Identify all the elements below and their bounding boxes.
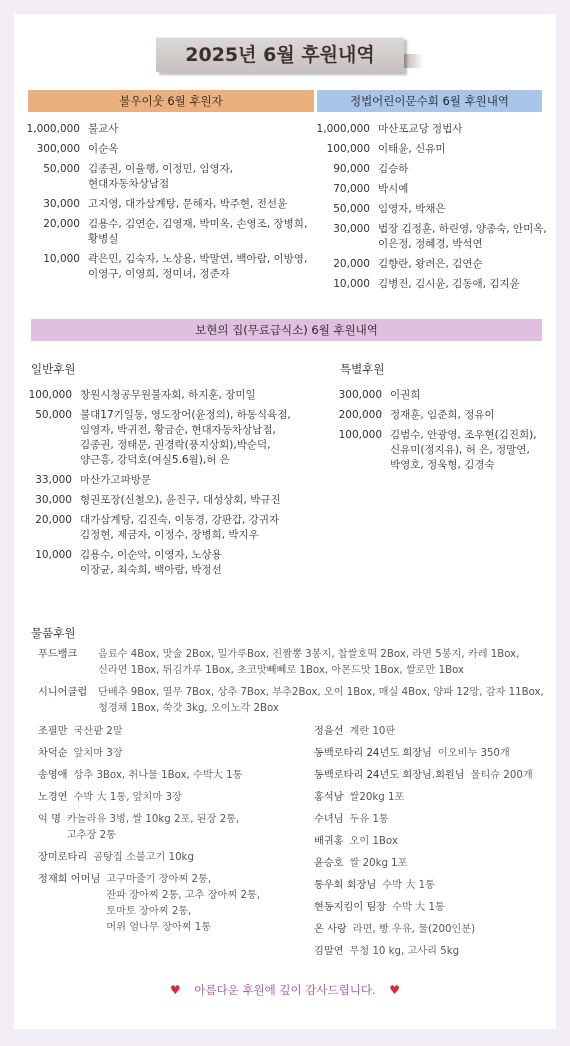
donor-names-line: 마산가고파방문 (80, 474, 152, 486)
donor-row (22, 142, 312, 157)
goods-items (344, 790, 405, 806)
donor-names (80, 142, 118, 157)
donor-names (80, 197, 287, 212)
goods-wide-list (38, 647, 553, 723)
donation-amount: 30,000 (43, 198, 80, 210)
donor-names (370, 202, 446, 217)
donor-row (312, 202, 557, 217)
donor-names-line: 김범수, 안광영, 조우현(김진희), (390, 429, 537, 441)
donor-names-line: 신유미(정지유), 허 은, 정말연, (390, 444, 530, 456)
donor-names (72, 513, 279, 543)
donor-names (370, 222, 547, 252)
goods-items (376, 878, 435, 894)
goods-donor-label: 정을선 (314, 726, 344, 737)
donor-names-line: 임영자, 박채은 (378, 203, 446, 215)
general-donation-title: 일반후원 (31, 362, 76, 376)
thanks-text: 아름다운 후원에 깊이 감사드립니다. (194, 983, 376, 997)
goods-row (38, 724, 308, 740)
donor-row (312, 182, 557, 197)
goods-items (344, 834, 398, 850)
donor-names-line: 이영구, 이영희, 정미녀, 정준자 (88, 268, 230, 280)
goods-donor-label: 장미로타리 (38, 852, 88, 863)
donor-row (22, 252, 312, 282)
donor-names (72, 473, 151, 488)
donor-row (312, 277, 557, 292)
goods-items-line: 이오비누 350개 (437, 748, 510, 759)
donation-amount: 50,000 (43, 163, 80, 175)
goods-row (314, 812, 559, 828)
goods-row (38, 647, 553, 679)
goods-items (68, 790, 182, 806)
goods-row (38, 812, 308, 844)
donation-amount: 90,000 (333, 163, 370, 175)
goods-items-line: 국산팥 2말 (73, 726, 123, 737)
goods-items-line: 단배추 9Box, 열무 7Box, 상추 7Box, 부추2Box, 오이 1Box, 매실 4Box, 양파 12망, 감자 11Box, (98, 687, 544, 698)
goods-items (68, 746, 123, 762)
goods-items-line: 토마토 장아찌 2통, (106, 906, 192, 917)
goods-row (314, 724, 559, 740)
goods-row (314, 856, 559, 872)
goods-donation-title: 물품후원 (31, 626, 76, 640)
goods-donor-label: 차덕순 (38, 748, 68, 759)
goods-items-line: 신라면 1Box, 튀김가루 1Box, 초코맛빼빼로 1Box, 아몬드맛 1Box, 쌀로만 1Box (98, 665, 465, 676)
donor-names-line: 김병진, 김시윤, 김동애, 김지윤 (378, 278, 520, 290)
goods-items (98, 685, 544, 717)
donor-names-line: 고지영, 대가삼계탕, 문해자, 박주현, 전선윤 (88, 198, 288, 210)
donation-amount: 10,000 (35, 549, 72, 561)
donor-row (22, 217, 312, 247)
donor-names-line: 곽은민, 김숙자, 노상용, 박말연, 백아람, 이방영, (88, 253, 308, 265)
donor-names-line: 임영자, 박귀전, 황금순, 현대자동차상남점, (80, 424, 276, 436)
donation-amount: 1,000,000 (26, 123, 80, 135)
donor-names-line: 불대17기일동, 영도장어(윤정의), 하동식육점, (80, 409, 291, 421)
donor-names (72, 408, 291, 468)
thanks-message (0, 982, 570, 998)
goods-items-line: 상추 3Box, 취나물 1Box, 수박大 1통 (73, 770, 243, 781)
goods-donor-label: 동백로타리 24년도 회장님 (314, 748, 432, 759)
goods-row (38, 768, 308, 784)
donor-row (312, 122, 557, 137)
donor-names-line: 박시예 (378, 183, 409, 195)
children-donor-list (312, 122, 557, 297)
goods-items-line: 카놀라유 3병, 쌀 10kg 2포, 된장 2통, (66, 814, 240, 825)
donor-names-line: 김종권, 이율행, 이정민, 임영자, (88, 163, 234, 175)
donor-names (72, 548, 222, 578)
goods-items (68, 768, 243, 784)
goods-donor-label: 현동지킴이 팀장 (314, 902, 387, 913)
goods-items-line: 고추장 2통 (66, 830, 117, 841)
goods-items-line: 수박 大 1통 (382, 880, 435, 891)
donation-amount: 300,000 (36, 143, 80, 155)
goods-items-line: 무청 10 kg, 고사리 5kg (349, 946, 460, 957)
goods-donor-label: 통우회 회장님 (314, 880, 377, 891)
goods-donor-label: 홍석남 (314, 792, 344, 803)
donor-names-line: 현대자동차상남점 (88, 178, 170, 190)
goods-items-line: 물티슈 200개 (470, 770, 533, 781)
goods-items (347, 922, 475, 938)
donor-names (370, 277, 520, 292)
donation-amount: 70,000 (333, 183, 370, 195)
goods-items-line: 쌀20kg 1포 (349, 792, 405, 803)
page-title: 2025년 6월 후원내역 (156, 37, 404, 72)
donor-row (22, 513, 322, 543)
goods-donor-label: 노경연 (38, 792, 68, 803)
donation-amount: 33,000 (35, 474, 72, 486)
donor-names (370, 142, 446, 157)
donor-names-line: 김정현, 제금자, 이정수, 장병희, 박지우 (80, 529, 259, 541)
donor-names (80, 252, 307, 282)
goods-row (314, 768, 559, 784)
goods-items-line: 계란 10판 (349, 726, 396, 737)
goods-row (314, 834, 559, 850)
donor-row (22, 122, 312, 137)
neighbors-donor-list (22, 122, 312, 287)
goods-items-line: 수박 大 1통 (392, 902, 445, 913)
donor-names-line: 이태윤, 신유미 (378, 143, 446, 155)
donor-names (370, 182, 408, 197)
donor-names (72, 388, 256, 403)
donor-names-line: 박영호, 정욱형, 김경숙 (390, 459, 495, 471)
donation-amount: 1,000,000 (316, 123, 370, 135)
donor-names (370, 257, 483, 272)
goods-items-line: 라면, 빵 우유, 물(200인분) (352, 924, 476, 935)
goods-donor-label: 푸드뱅크 (38, 649, 78, 660)
goods-donor-label: 온 사랑 (314, 924, 347, 935)
donor-names-line: 이장균, 최숙희, 백아람, 박정선 (80, 564, 222, 576)
donor-names-line: 대가삼계탕, 김진숙, 이동경, 강판갑, 강귀자 (80, 514, 280, 526)
heart-icon: ♥ (389, 983, 401, 997)
donor-names-line: 황병실 (88, 233, 119, 245)
donor-names-line: 불교사 (88, 123, 119, 135)
donor-names-line: 정재훈, 임준희, 정유이 (390, 409, 495, 421)
donor-names-line: 김용수, 이순악, 이영자, 노상용 (80, 549, 222, 561)
goods-items-line: 두유 1통 (349, 814, 389, 825)
donor-names-line: 형권포장(신철오), 윤진구, 대성상회, 박규진 (80, 494, 281, 506)
goods-items (344, 856, 408, 872)
goods-items (344, 944, 460, 960)
donation-amount: 20,000 (35, 514, 72, 526)
goods-items (87, 850, 194, 866)
goods-row (314, 790, 559, 806)
donor-names-line: 양근흥, 강덕호(여실5.6월),허 은 (80, 454, 230, 466)
goods-items-line: 앞치마 3장 (73, 748, 123, 759)
donor-names (80, 122, 118, 137)
goods-row (314, 878, 559, 894)
goods-donor-label: 정재희 어머님 (38, 874, 101, 885)
section-header-bohyun: 보현의 집(무료급식소) 6월 후원내역 (31, 319, 542, 341)
donation-amount: 50,000 (333, 203, 370, 215)
donor-row (22, 473, 322, 488)
goods-row (38, 685, 553, 717)
donation-amount: 100,000 (28, 389, 72, 401)
goods-donor-label: 김말연 (314, 946, 344, 957)
donation-amount: 100,000 (326, 143, 370, 155)
donor-names-line: 마산포교당 정법사 (378, 123, 463, 135)
goods-items (344, 724, 396, 740)
donor-row (312, 257, 557, 272)
goods-row (314, 900, 559, 916)
goods-right-list (314, 724, 559, 966)
goods-items-line: 머위 엄나무 장아찌 1통 (106, 922, 212, 933)
goods-items-line: 오이 1Box (349, 836, 398, 847)
donation-amount: 10,000 (43, 253, 80, 265)
donor-row (22, 493, 322, 508)
goods-donor-label: 윤승호 (314, 858, 344, 869)
donor-row (325, 408, 555, 423)
goods-items (68, 724, 123, 740)
goods-items-line: 수박 大 1통, 앞치마 3장 (73, 792, 182, 803)
donor-names-line: 김종권, 정태문, 권경락(풍지상회),박순덕, (80, 439, 271, 451)
goods-donor-label: 조필만 (38, 726, 68, 737)
title-ribbon-shadow (404, 54, 424, 68)
goods-row (38, 850, 308, 866)
donor-names-line: 법장 김정훈, 하린영, 양종숙, 안미옥, (378, 223, 547, 235)
heart-icon: ♥ (169, 983, 181, 997)
goods-row (314, 944, 559, 960)
donor-names (370, 162, 408, 177)
donor-names (80, 217, 307, 247)
goods-row (314, 746, 559, 762)
donor-names (382, 408, 495, 423)
donor-names-line: 이권희 (390, 389, 421, 401)
goods-left-list (38, 724, 308, 942)
donor-names-line: 김향란, 왕려은, 김연순 (378, 258, 483, 270)
goods-items (344, 812, 389, 828)
donation-amount: 100,000 (338, 429, 382, 441)
donation-amount: 50,000 (35, 409, 72, 421)
donor-row (22, 162, 312, 192)
goods-donor-label: 송영애 (38, 770, 68, 781)
donor-row (312, 222, 557, 252)
donor-row (325, 388, 555, 403)
general-donor-list (22, 388, 322, 583)
donor-names-line: 창원시청공무원불자회, 하지훈, 장미일 (80, 389, 256, 401)
goods-items-line: 고구마줄기 장아찌 2통, (106, 874, 212, 885)
goods-donor-label: 시니어클럽 (38, 687, 88, 698)
donor-names-line: 김승하 (378, 163, 409, 175)
goods-items-line: 청경채 1Box, 쑥갓 3kg, 오이노각 2Box (98, 703, 279, 714)
goods-donor-label: 익 명 (38, 814, 61, 825)
goods-items (61, 812, 239, 844)
donor-names (72, 493, 281, 508)
donor-names-line: 김용수, 김연순, 김영재, 박미옥, 손영조, 장병희, (88, 218, 308, 230)
goods-row (38, 872, 308, 936)
donor-names (80, 162, 233, 192)
goods-items-line: 쌀 20kg 1포 (349, 858, 408, 869)
donor-row (312, 162, 557, 177)
donor-row (325, 428, 555, 473)
donor-names (370, 122, 462, 137)
donor-names-line: 이은정, 정혜경, 박석연 (378, 238, 483, 250)
goods-donor-label: 동백로타리 24년도 회장님.회원님 (314, 770, 465, 781)
goods-items-line: 잔파 장아찌 2통, 고추 장아찌 2통, (106, 890, 261, 901)
donation-amount: 30,000 (333, 223, 370, 235)
goods-items-line: 음료수 4Box, 맛술 2Box, 밀가루Box, 진짬뽕 3봉지, 찹쌀호떡 2Box, 라면 5봉지, 카레 1Box, (98, 649, 520, 660)
goods-items (100, 872, 260, 936)
goods-row (314, 922, 559, 938)
donor-names-line: 이순옥 (88, 143, 119, 155)
goods-items (465, 768, 533, 784)
goods-donor-label: 수녀님 (314, 814, 344, 825)
donation-amount: 20,000 (333, 258, 370, 270)
donation-amount: 300,000 (338, 389, 382, 401)
goods-donor-label: 배귀홍 (314, 836, 344, 847)
donation-amount: 10,000 (333, 278, 370, 290)
donation-amount: 30,000 (35, 494, 72, 506)
donor-row (22, 388, 322, 403)
special-donor-list (325, 388, 555, 478)
goods-items (98, 647, 519, 679)
section-header-neighbors: 불우이웃 6월 후원자 (28, 90, 314, 112)
donor-names (382, 428, 537, 473)
donation-amount: 200,000 (338, 409, 382, 421)
special-donation-title: 특별후원 (340, 362, 385, 376)
donor-row (22, 197, 312, 212)
donor-row (312, 142, 557, 157)
goods-row (38, 746, 308, 762)
goods-items (386, 900, 445, 916)
goods-items (432, 746, 510, 762)
goods-items-line: 곰탕집 소불고기 10kg (93, 852, 194, 863)
donor-row (22, 408, 322, 468)
donation-amount: 20,000 (43, 218, 80, 230)
section-header-children: 정법어린이문수회 6월 후원내역 (317, 90, 542, 112)
goods-row (38, 790, 308, 806)
donor-names (382, 388, 420, 403)
donor-row (22, 548, 322, 578)
